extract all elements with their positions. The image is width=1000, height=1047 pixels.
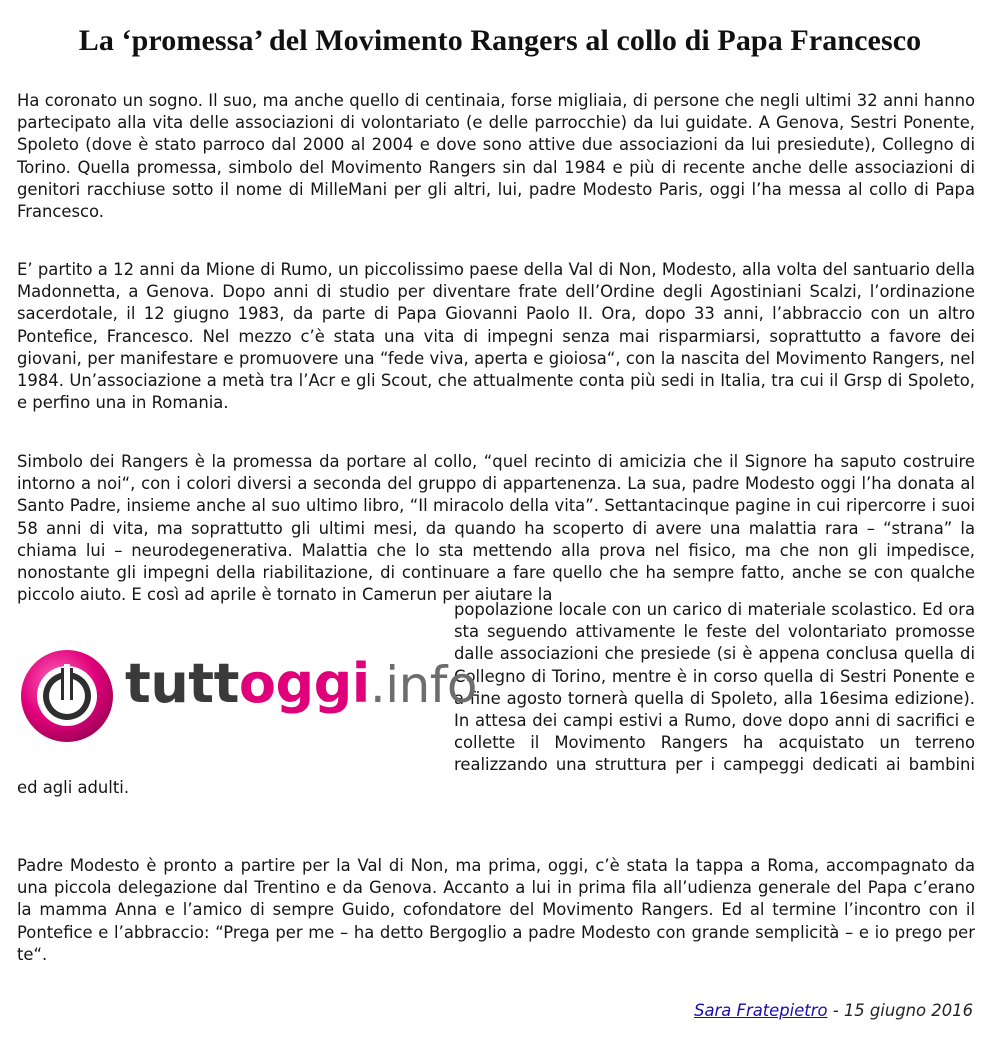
- publish-date: - 15 giugno 2016: [827, 1001, 973, 1020]
- article-title: La ‘promessa’ del Movimento Rangers al collo di Papa Francesco: [78, 24, 922, 57]
- logo-wordmark: [125, 654, 477, 715]
- author-link[interactable]: Sara Fratepietro: [694, 1001, 828, 1020]
- logo-text-tutt: tutt: [125, 652, 239, 715]
- article-paragraph: Padre Modesto è pronto a partire per la Val di Non, ma prima, oggi, c’è stata la tappa a Roma, accompagnato da una piccola delegazione dal Trentino e da Genova. Accanto a lui in prima fila all’udienza generale del Papa c’erano la mamma Anna e l’amico di sempre Guido, cofondatore del Movimento Rangers. Ed al termine l’incontro con il Pontefice e l’abbraccio: “Prega per me – ha detto Bergoglio a padre Modesto con grande semplicità – e io prego per te“.: [17, 856, 975, 964]
- paragraph-with-logo: [17, 599, 975, 799]
- power-button-icon: [17, 634, 127, 744]
- article-paragraph: Simbolo dei Rangers è la promessa da portare al collo, “quel recinto di amicizia che il Signore ha saputo costruire intorno a noi“, con i colori diversi a seconda del gruppo di appartenenza. La sua, padre Modesto oggi l’ha donata al Santo Padre, insieme anche al suo ultimo libro, “Il miracolo della vita”. Settantacinque pagine in cui ripercorre i suoi 58 anni di vita, ma soprattutto gli ultimi mesi, da quando ha scoperto di avere una malattia rara – “strana” la chiama lui – neurodegenerativa. Malattia che lo sta mettendo alla prova nel fisico, ma che non gli impedisce, nonostante gli impegni della riabilitazione, di continuare a fare quello che ha sempre fatto, anche se con qualche piccolo aiuto. E così ad aprile è tornato in Camerun per aiutare la: [17, 452, 975, 605]
- logo-text-oggi: oggi: [238, 652, 370, 715]
- logo-text-info: .info: [369, 656, 477, 714]
- article-paragraph: Ha coronato un sogno. Il suo, ma anche quello di centinaia, forse migliaia, di persone che negli ultimi 32 anni hanno partecipato alla vita delle associazioni di volontariato (e delle parrocchie) da lui guidate. A Genova, Sestri Ponente, Spoleto (dove è stato parroco dal 2000 al 2004 e dove sono attive due associazioni da lui presiedute), Collegno di Torino. Quella promessa, simbolo del Movimento Rangers sin dal 1984 e più di recente anche delle associazioni di genitori racchiuse sotto il nome di MilleMani per gli altri, lui, padre Modesto Paris, oggi l’ha messa al collo di Papa Francesco.: [17, 91, 975, 222]
- article-paragraph: E’ partito a 12 anni da Mione di Rumo, un piccolissimo paese della Val di Non, Modesto, alla volta del santuario della Madonnetta, a Genova. Dopo anni di studio per diventare frate dell’Ordine degli Agostiniani Scalzi, l’ordinazione sacerdotale, il 12 giugno 1983, da parte di Papa Giovanni Paolo II. Ora, dopo 33 anni, l’abbraccio con un altro Pontefice, Francesco. Nel mezzo c’è stata una vita di impegni senza mai risparmiarsi, soprattutto a favore dei giovani, per manifestare e promuovere una “fede viva, aperta e gioiosa“, con la nascita del Movimento Rangers, nel 1984. Un’associazione a metà tra l’Acr e gli Scout, che attualmente conta più sedi in Italia, tra cui il Grsp di Spoleto, e perfino una in Romania.: [17, 260, 975, 413]
- tuttoggi-logo: [17, 634, 477, 766]
- byline: [694, 1001, 973, 1020]
- article-paragraph: popolazione locale con un carico di materiale scolastico. Ed ora sta seguendo attivamente le feste del volontariato promosse dalle associazioni che presiede (si è appena conclusa quella di Collegno di Torino, mentre è in corso quella di Sestri Ponente e a fine agosto tornerà quella di Spoleto, alla 16esima edizione). In attesa dei campi estivi a Rumo, dove dopo anni di sacrifici e collette il Movimento Rangers ha acquistato un terreno realizzando una struttura per i campeggi dedicati ai bambini ed agli adulti.: [17, 600, 975, 797]
